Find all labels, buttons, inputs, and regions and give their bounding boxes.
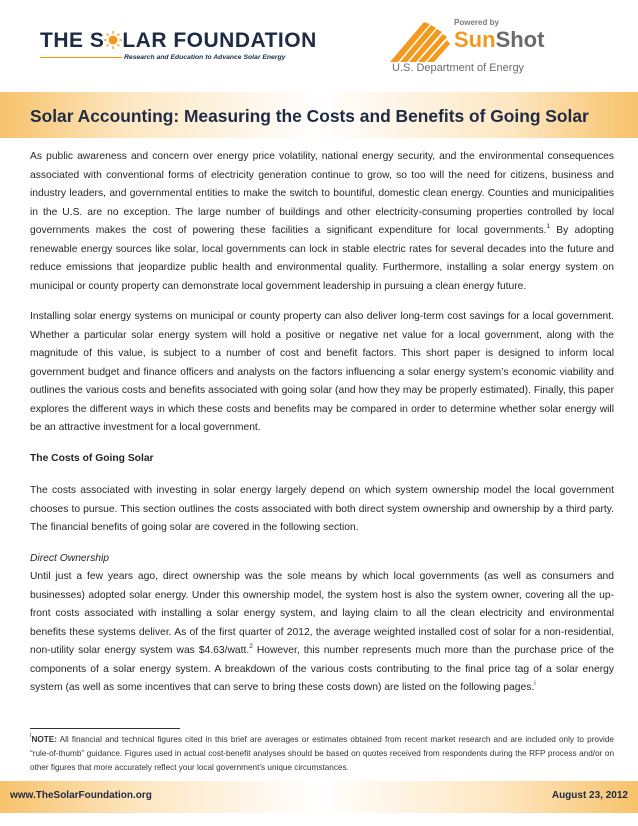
powered-by-label: Powered by xyxy=(454,18,499,27)
subheading-direct-ownership: Direct Ownership xyxy=(30,552,109,564)
body-content xyxy=(30,148,614,710)
footer-url-link[interactable]: www.TheSolarFoundation.org xyxy=(10,790,152,801)
org-tagline: Research and Education to Advance Solar Energy xyxy=(124,54,286,61)
paragraph-costs: The costs associated with investing in solar energy largely depend on which system ownership model the local government chooses to pursue. This section outlines the costs associated with both direct system ownership and ownership by a third party. The financial benefits of going solar are covered in the following section. xyxy=(30,485,614,533)
department-label: U.S. Department of Energy xyxy=(392,62,525,74)
page-title: Solar Accounting: Measuring the Costs and Benefits of Going Solar xyxy=(30,106,589,126)
paragraph-savings: Installing solar energy systems on municipal or county property can also deliver long-term cost savings for a local government. Whether a particular solar energy system will hold a positive or negative net value for a local government, along with the magnitude of this value, is subject to a number of cost and benefit factors. This short paper is designed to inform local government budget and finance officers and analysts on the factors influencing a solar energy system’s economic viability and outlines the various costs and benefits associated with going solar (and how they may be properly estimated). Finally, this paper explores the different ways in which these costs and benefits may be compared in order to determine whether solar energy will be an attractive investment for a local government. xyxy=(30,311,614,433)
footnote: $^i$NOTE: All financial and technical figures cited in this brief are averages or estimates obtained from recent market research and are included only to provide “rule-of-thumb” guidance. Figures used in actual cost-benefit analyses should be based on quotes received from respondents during the RFP process and/or on other figures that more accurately reflect your local government’s unique circumstances. xyxy=(30,732,614,772)
org-name: THE S LAR FOUNDATION xyxy=(40,29,317,52)
header xyxy=(0,0,638,88)
paragraph-intro: As public awareness and concern over energy price volatility, national energy security, and the environmental consequences associated with conventional forms of electricity generation continue to grow, so too will the need for citizens, business and industry leaders, and governmental entities to make the switch to bountiful, domestic clean energy. Counties and municipalities in the U.S. are no exception. The large number of buildings and other electricity-consuming properties controlled by local governments makes the cost of powering these facilities a significant expenditure for local governments.$^1$ By adopting renewable energy sources like solar, local governments can lock in stable electric rates for several decades into the future and reduce emissions that jeopardize public health and environmental quality. Furthermore, installing a solar energy system on municipal or county property can demonstrate local government leadership in pursuing a clean energy future. xyxy=(30,151,614,292)
footnote-ref-2: 2 xyxy=(249,643,253,650)
sunshot-rays-icon xyxy=(390,20,450,62)
footnote-divider xyxy=(30,728,180,729)
footnote-ref-i: i xyxy=(534,680,536,687)
sunshot-wordmark: SunShot xyxy=(454,27,545,52)
paragraph-direct-ownership: Until just a few years ago, direct ownership was the sole means by which local governments (as well as consumers and businesses) adopted solar energy. Under this ownership model, the system host is also the system owner, covering all the up-front costs associated with installing a solar energy system, and laying claim to all the clean electricity and environmental benefits these systems deliver. As of the first quarter of 2012, the average weighted installed cost of solar for a non-residential, non-utility solar energy system was $4.63/watt.$^2$ However, this number represents much more than the purchase price of the components of a solar energy system. A breakdown of the various costs contributing to the final price tag of a solar energy system (as well as some incentives that can serve to bring these costs down) are listed on the following pages.$^i$ xyxy=(30,571,614,693)
section-heading: The Costs of Going Solar xyxy=(30,452,154,464)
sun-icon xyxy=(104,31,122,49)
footnote-ref-1: 1 xyxy=(546,223,551,230)
footer-date: August 23, 2012 xyxy=(551,790,628,801)
sunshot-logo[interactable] xyxy=(390,18,550,78)
tagline-rule xyxy=(40,57,122,58)
solar-foundation-logo[interactable] xyxy=(40,29,317,61)
